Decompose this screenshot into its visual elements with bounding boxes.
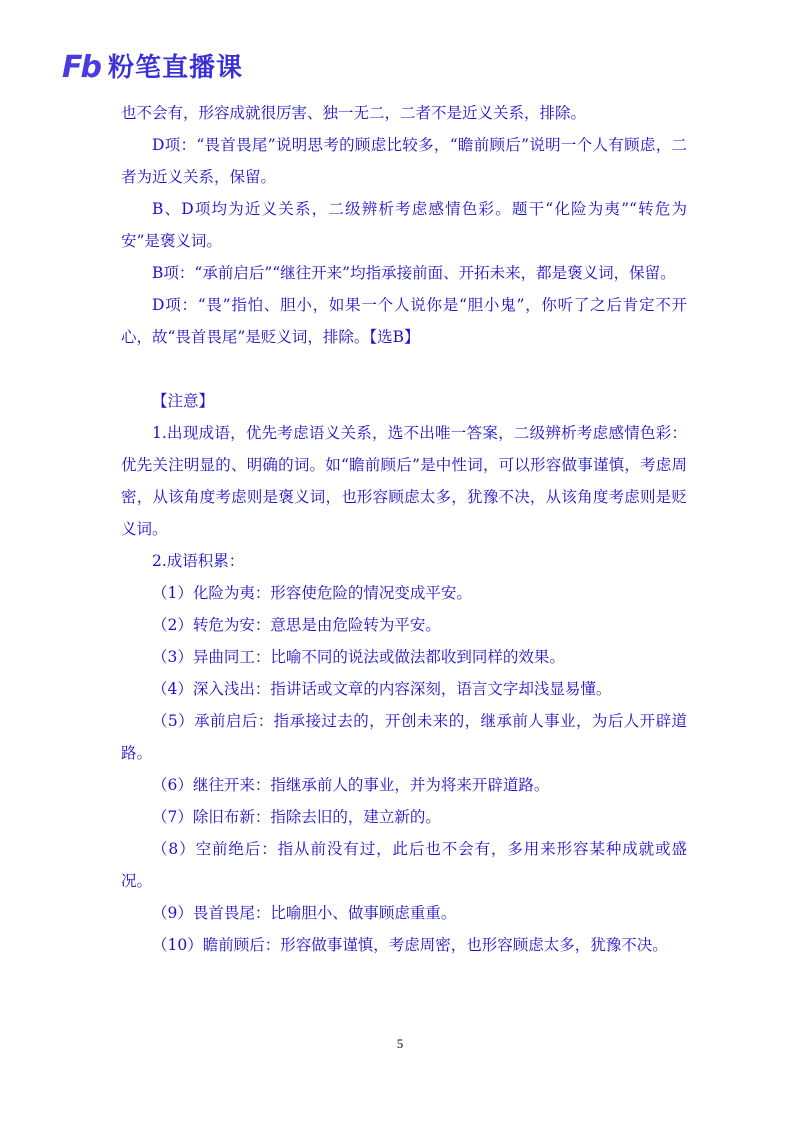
idiom-item: （9）畏首畏尾：比喻胆小、做事顾虑重重。 [152,904,457,922]
note-point: 2.成语积累： [152,552,245,570]
note-point: 1.出现成语，优先考虑语义关系，选不出唯一答案，二级辨析考虑感情色彩：优先关注明显的、明确的词。如“瞻前顾后”是中性词，可以形容做事谨慎，考虑周密，从该角度考虑则是褒义词，也形容顾虑太多，犹豫不决，从该角度考虑则是贬义词。 [121,424,687,538]
paragraph: B项：“承前启后”“继往开来”均指承接前面、开拓未来，都是褒义词，保留。 [152,264,676,282]
note-heading: 【注意】 [152,392,215,410]
fb-logo-icon: Fb [62,50,100,85]
paragraph: B、D项均为近义关系，二级辨析考虑感情色彩。题干“化险为夷”“转危为安”是褒义词。 [121,200,687,250]
idiom-item: （10）瞻前顾后：形容做事谨慎，考虑周密，也形容顾虑太多，犹豫不决。 [152,936,668,954]
idiom-item: （5）承前启后：指承接过去的，开创未来的，继承前人事业，为后人开辟道路。 [121,712,687,762]
brand-name: 粉笔直播课 [107,53,243,83]
document-body [121,97,687,961]
paragraph: D项：“畏首畏尾”说明思考的顾虑比较多，“瞻前顾后”说明一个人有顾虑，二者为近义关系，保留。 [121,136,687,186]
page-number: 5 [396,1036,404,1051]
idiom-item: （8）空前绝后：指从前没有过，此后也不会有，多用来形容某种成就或盛况。 [121,840,687,890]
idiom-item: （2）转危为安：意思是由危险转为平安。 [152,616,441,634]
paragraph: 也不会有，形容成就很厉害、独一无二，二者不是近义关系，排除。 [121,104,587,122]
idiom-item: （3）异曲同工：比喻不同的说法或做法都收到同样的效果。 [152,648,565,666]
paragraph: D项：“畏”指怕、胆小，如果一个人说你是“胆小鬼”，你听了之后肯定不开心，故“畏首畏尾”是贬义词，排除。【选B】 [121,296,687,346]
idiom-item: （6）继往开来：指继承前人的事业，并为将来开辟道路。 [152,776,550,794]
idiom-item: （4）深入浅出：指讲话或文章的内容深刻，语言文字却浅显易懂。 [152,680,612,698]
idiom-item: （7）除旧布新：指除去旧的，建立新的。 [152,808,441,826]
brand-logo [62,52,243,84]
idiom-item: （1）化险为夷：形容使危险的情况变成平安。 [152,584,472,602]
